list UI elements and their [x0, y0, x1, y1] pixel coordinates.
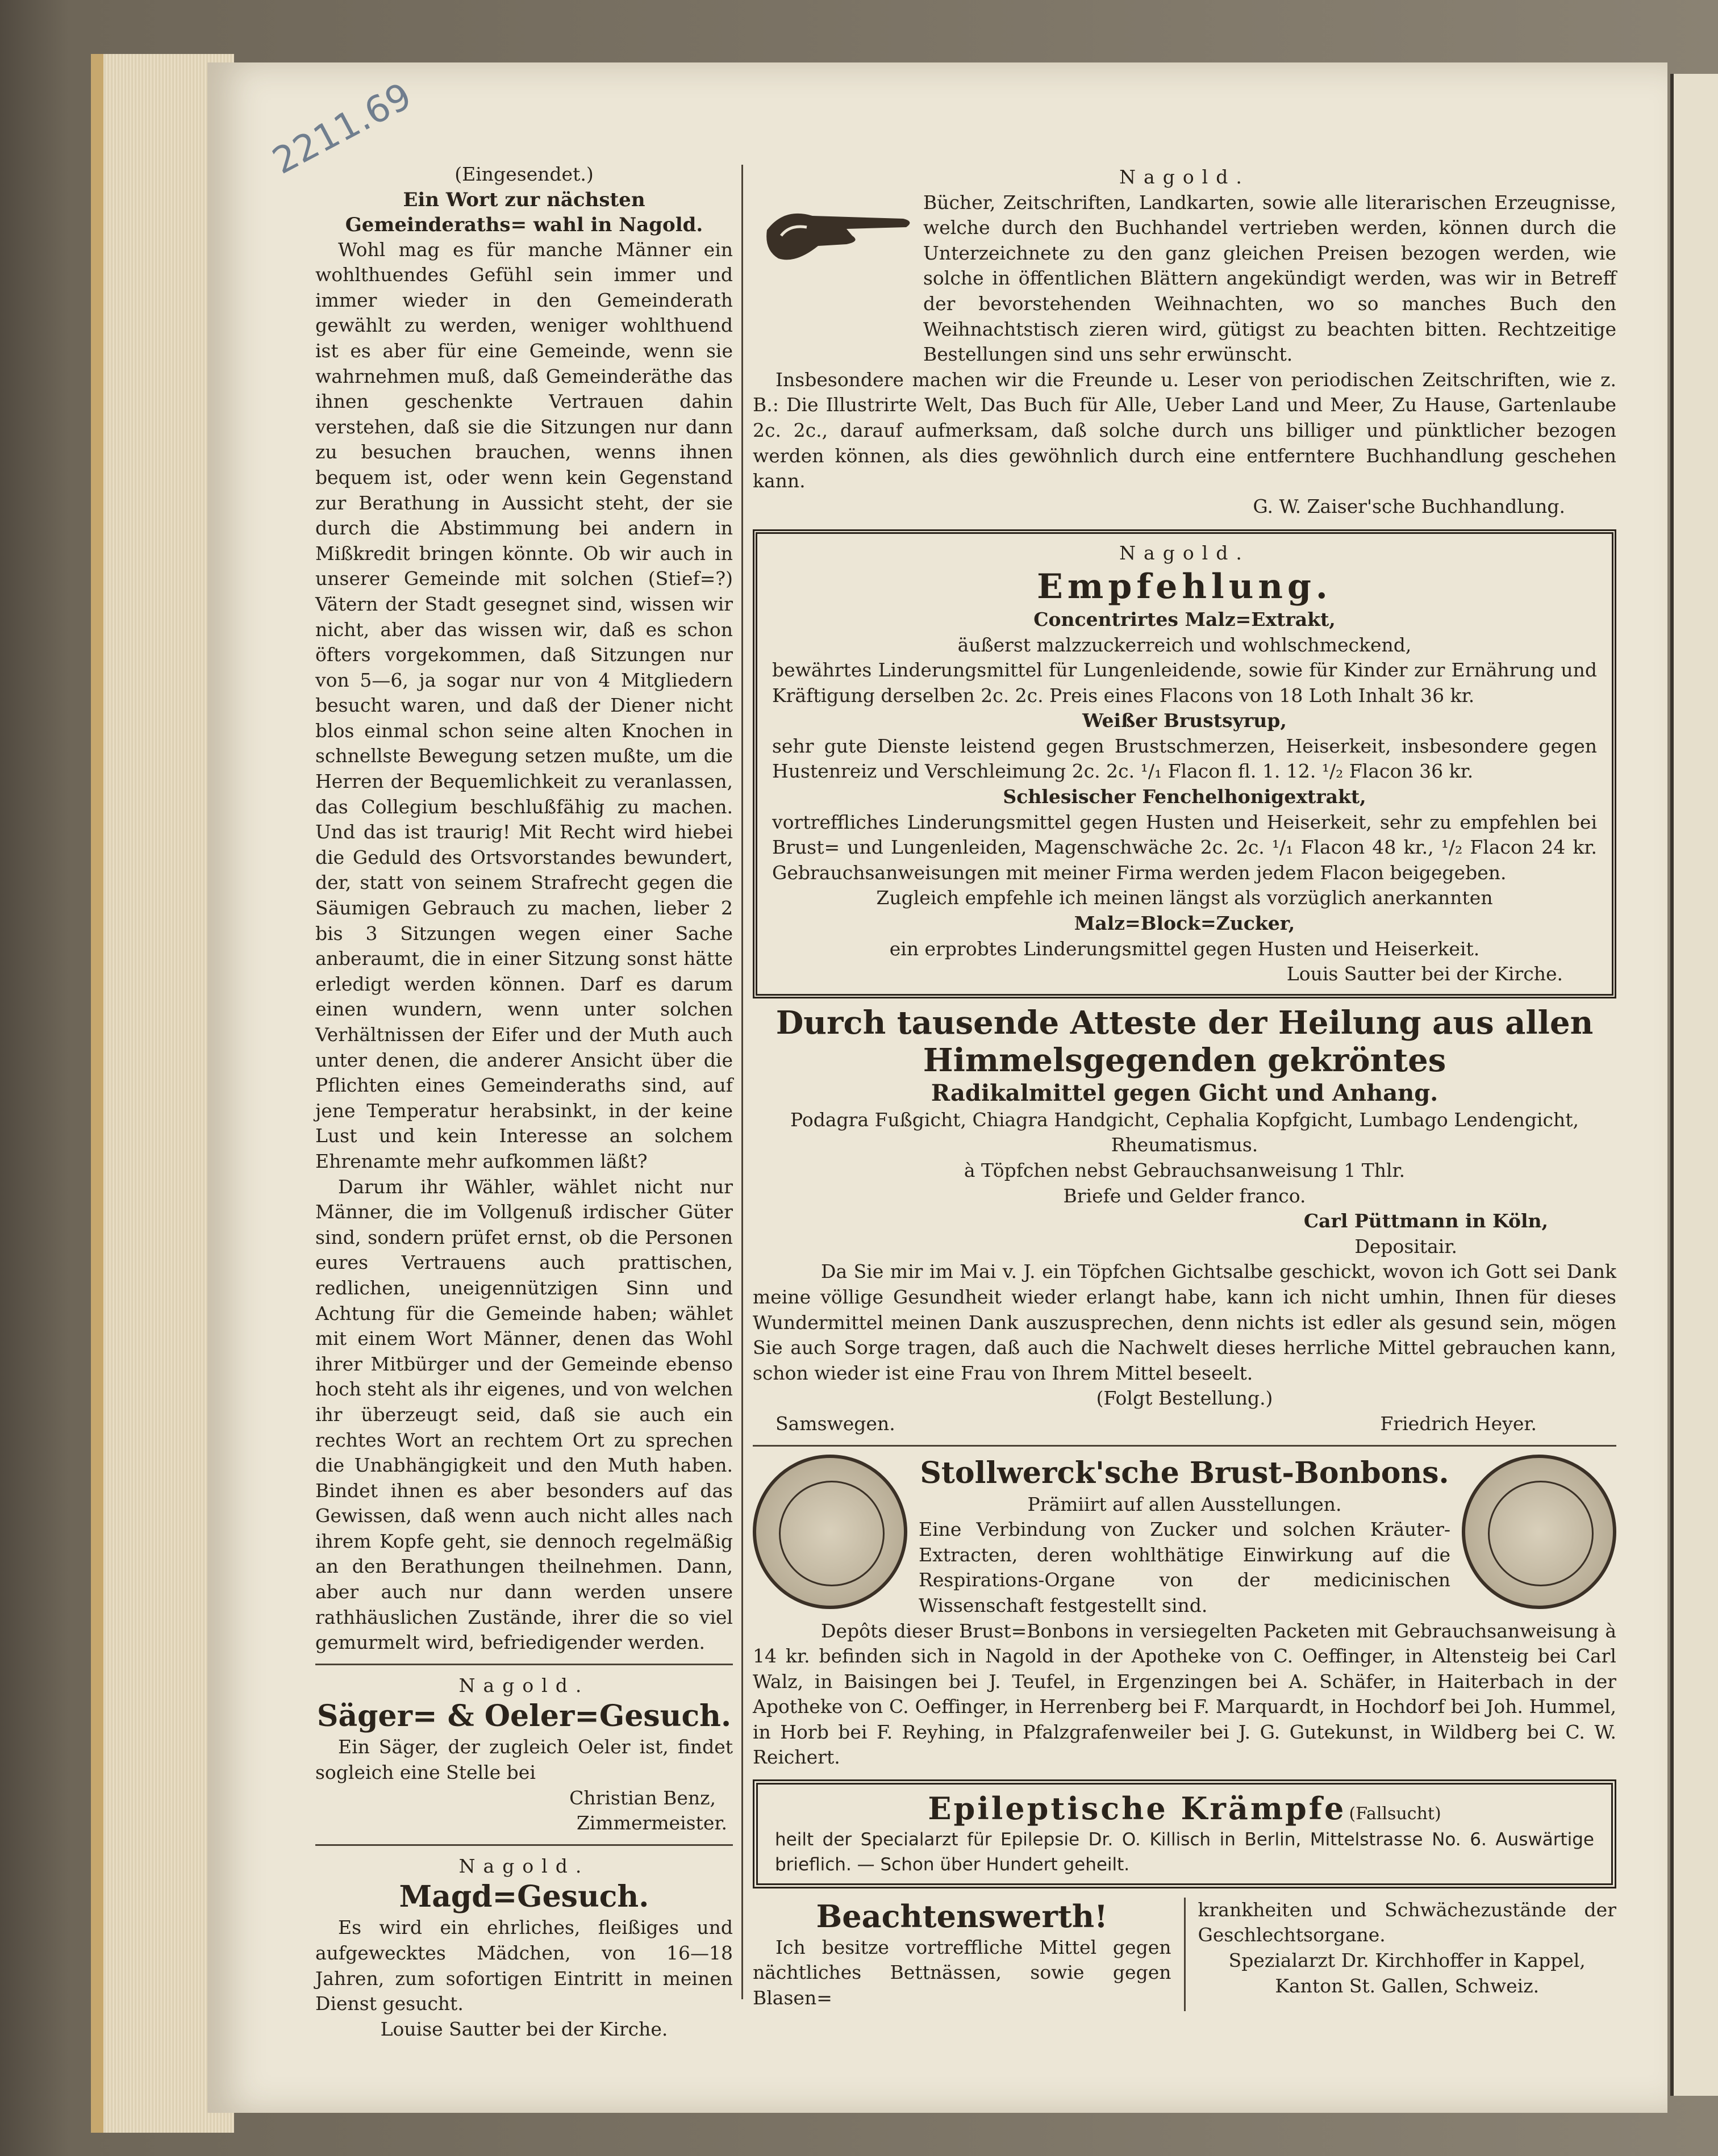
gicht-footer — [753, 1411, 1616, 1437]
article-paragraph-1: Wohl mag es für manche Männer ein wohlthuendes Gefühl sein immer und immer wieder in den Gemeinderath gewählt zu werden, weniger wohlthuend ist es aber für eine Gemeinde, wenn sie wahrnehmen muß, daß Gemeinderäthe das ihnen geschenkte Vertrauen dahin verstehen, daß sie die Sitzungen nur dann zu besuchen brauchen, wenns ihnen bequem ist, oder wenn kein Gegenstand zur Berathung in Aussicht steht, der sie durch die Abstimmung bei andern in Mißkredit bringen könnte. Ob wir auch in unserer Gemeinde mit solchen (Stief=?) Vätern der Stadt gesegnet sind, wissen wir nicht, aber das wissen wir, daß es schon öfters vorgekommen, daß Sitzungen nur von 5—6, ja sogar nur von 4 Mitgliedern besucht waren, und daß der Diener nicht blos einmal schon seine alten Knochen in schnellste Bewegung setzen mußte, um die Herren der Bequemlichkeit zu veranlassen, das Collegium beschlußfähig zu machen. Und das ist traurig! Mit Recht wird hiebei die Geduld des Ortsvorstandes bewundert, der, statt von seinem Strafrecht gegen die Säumigen Gebrauch zu machen, lieber 2 bis 3 Sitzungen wegen einer Sache anberaumt, die in einer Sitzung sonst hätte erledigt werden können. Darf es darum einen wundern, wenn unter solchen Verhältnissen der Eifer und der Muth auch unter denen, die anderer Ansicht über die Pflichten eines Gemeinderaths sind, auf jene Temperatur herabsinkt, in der keine Lust und kein Interesse an solchem Ehrenamte mehr aufkommen läßt? — [315, 238, 733, 1172]
magd-title: Magd=Gesuch. — [399, 1879, 649, 1915]
divider — [753, 1445, 1616, 1447]
empfehlung-item-2-desc: sehr gute Dienste leistend gegen Brustschmerzen, Heiserkeit, insbesondere gegen Hustenreiz und Verschleimung 2c. 2c. ¹/₁ Flacon fl. 1. 12. ¹/₂ Flacon 36 kr. — [772, 734, 1597, 783]
empfehlung-item-4-intro: Zugleich empfehle ich meinen längst als vorzüglich anerkannten — [876, 887, 1493, 909]
epilepsie-box — [753, 1779, 1616, 1888]
divider — [315, 1664, 733, 1665]
empfehlung-title: Empfehlung. — [1037, 566, 1332, 607]
buch-place: Nagold. — [1119, 166, 1250, 188]
buch-signature: G. W. Zaiser'sche Buchhandlung. — [1253, 495, 1565, 517]
stollwerck-ad — [753, 1455, 1616, 1619]
saeger-title: Säger= & Oeler=Gesuch. — [316, 1699, 732, 1734]
epilepsie-title: Epileptische Krämpfe — [928, 1790, 1346, 1827]
epilepsie-text: heilt der Specialarzt für Epilepsie Dr. O. Killisch in Berlin, Mittelstrasse No. 6. Auswärtige brieflich. — Schon über Hundert geheilt. — [775, 1829, 1594, 1875]
saeger-signature: Christian Benz, — [569, 1786, 716, 1809]
column-divider — [1184, 1898, 1186, 2011]
empfehlung-item-2-title: Weißer Brustsyrup, — [1082, 709, 1287, 732]
empfehlung-item-3-title: Schlesischer Fenchelhonigextrakt, — [1003, 785, 1366, 808]
gicht-signature: Friedrich Heyer. — [1380, 1412, 1537, 1435]
empfehlung-item-1-desc: bewährtes Linderungsmittel für Lungenleidende, sowie für Kinder zur Ernährung und Kräftigung derselben 2c. 2c. Preis eines Flacons von 18 Loth Inhalt 36 kr. — [772, 659, 1597, 707]
stollwerck-desc: Eine Verbindung von Zucker und solchen Kräuter-Extracten, deren wohlthätige Einwirkung auf die Respirations-Organe von der medicinischen Wissenschaft festgestellt sind. — [919, 1518, 1450, 1616]
adjacent-page-edge — [1670, 74, 1718, 2096]
stollwerck-depots: Depôts dieser Brust=Bonbons in versiegelten Packeten mit Gebrauchsanweisung à 14 kr. befinden sich in Nagold in der Apotheke von C. Oeffinger, in Altensteig bei Carl Walz, in Baisingen bei J. Teufel, in Ergenzingen bei A. Schäfer, in Haiterbach in der Apotheke von C. Oeffinger, in Herrenberg bei F. Marquardt, in Hochdorf bei Joh. Hummel, in Horb bei F. Reyhing, in Pfalzgrafenweiler bei J. G. Gutekunst, in Wildberg bei C. W. Reichert. — [753, 1619, 1616, 1769]
napoleon-medal-icon — [1462, 1455, 1616, 1609]
pencil-margin-note: 2211.69 — [266, 75, 419, 183]
empfehlung-item-1-text: äußerst malzzuckerreich und wohlschmeckend, — [957, 633, 1412, 656]
column-divider — [741, 165, 743, 1999]
stollwerck-awarded: Prämiirt auf allen Ausstellungen. — [1027, 1493, 1342, 1515]
article-paragraph-2: Darum ihr Wähler, wählet nicht nur Männer, die im Vollgenuß irdischer Güter sind, sondern prüfet ernst, ob die Personen eures Vertrauens auch prattischen, redlichen, uneigennützigen Sinn und Achtung für die Gemeinde haben; wählet mit einem Wort Männer, denen das Wohl ihrer Mitbürger und der Gemeinde ebenso hoch steht als ihr eigenes, und von welchen ihr überzeugt seid, daß sie auch ein rechtes Wort an rechtem Ort zu sprechen die Unabhängigkeit und den Muth haben. Bindet ihnen es aber besonders auf das Gewissen, daß wenn auch nicht alles nach ihrem Kopfe geht, sie dennoch regelmäßig an den Berathungen theilnehmen. Dann, aber auch nur dann werden unsere rathhäuslichen Zustände, ihrer die so viel gemurmelt wird, befriedigender werden. — [315, 1175, 733, 1654]
beachtenswerth-text-left: Ich besitze vortreffliche Mittel gegen nächtliches Bettnässen, sowie gegen Blasen= — [753, 1936, 1171, 2009]
empfehlung-item-3-desc: vortreffliches Linderungsmittel gegen Husten und Heiserkeit, sehr zu empfehlen bei Brust= und Lungenleiden, Magenschwäche 2c. 2c. ¹/₁ Flacon 48 kr., ¹/₂ Flacon 24 kr. Gebrauchsanweisungen mit meiner Firma werden jedem Flacon beigegeben. — [772, 810, 1597, 884]
gicht-place: Samswegen. — [775, 1412, 895, 1435]
empfehlung-signature: Louis Sautter bei der Kirche. — [1286, 963, 1563, 985]
empfehlung-place: Nagold. — [1119, 542, 1250, 565]
article-title: Ein Wort zur nächsten Gemeinderaths= wahl in Nagold. — [345, 188, 703, 236]
gicht-diseases: Podagra Fußgicht, Chiagra Handgicht, Cephalia Kopfgicht, Lumbago Lendengicht, Rheumatismus. — [790, 1108, 1579, 1156]
magd-signature: Louise Sautter bei der Kirche. — [380, 2017, 668, 2040]
article-byline: (Eingesendet.) — [454, 163, 594, 185]
buch-text-2: Insbesondere machen wir die Freunde u. Leser von periodischen Zeitschriften, wie z. B.: Die Illustrirte Welt, Das Buch für Alle, Ueber Land und Meer, Zu Hause, Gartenlaube 2c. 2c., darauf aufmerksam, daß solche durch uns billiger und pünktlicher bezogen werden können, als dies gewöhnlich durch eine entferntere Buchhandlung geschehen kann. — [753, 368, 1616, 492]
gicht-letter: Da Sie mir im Mai v. J. ein Töpfchen Gichtsalbe geschickt, wovon ich Gott sei Dank meine völlige Gesundheit wieder erlangt habe, kann ich nicht umhin, Ihnen für dieses Wundermittel meinen Dank auszusprechen, denn nichts ist edler als gesund sein, mögen Sie auch Sorge tragen, daß auch die Nachwelt dieses herrliche Mittel gebrauchen kann, schon wieder ist eine Frau von Ihrem Mittel beseelt. — [753, 1260, 1616, 1384]
empfehlung-box — [753, 529, 1616, 998]
exposition-medal-icon — [753, 1455, 907, 1609]
gicht-dealer-role: Depositair. — [1354, 1235, 1457, 1257]
divider — [315, 1844, 733, 1846]
left-column — [315, 162, 733, 2042]
beachtenswerth-signature: Spezialarzt Dr. Kirchhoffer in Kappel, Kanton St. Gallen, Schweiz. — [1228, 1949, 1586, 1997]
epilepsie-title-suffix: (Fallsucht) — [1349, 1804, 1441, 1824]
saeger-signature-role: Zimmermeister. — [576, 1812, 727, 1835]
beachtenswerth-text-right: krankheiten und Schwächezustände der Geschlechtsorgane. — [1198, 1898, 1616, 1946]
gicht-title-1: Durch tausende Atteste der Heilung aus allen — [775, 1004, 1594, 1042]
buch-text-1: Bücher, Zeitschriften, Landkarten, sowie alle literarischen Erzeugnisse, welche durch den Buchhandel vertrieben werden, können durch die Unterzeichnete zu den ganz gleichen Preisen bezogen werden, wie solche in öffentlichen Blättern angekündigt werden, was wir in Betreff der bevorstehenden Weihnachten, wo so manches Buch den Weihnachtstisch zieren wird, gütigst zu beachten bitten. Rechtzeitige Bestellungen sind uns sehr erwünscht. — [923, 191, 1616, 366]
gicht-subtitle: Radikalmittel gegen Gicht und Anhang. — [931, 1079, 1438, 1106]
magd-text: Es wird ein ehrliches, fleißiges und aufgewecktes Mädchen, von 16—18 Jahren, zum sofortigen Eintritt in meinen Dienst gesucht. — [315, 1916, 733, 2015]
stollwerck-title: Stollwerck'sche Brust-Bonbons. — [920, 1455, 1449, 1490]
empfehlung-item-4-title: Malz=Block=Zucker, — [1074, 912, 1295, 935]
empfehlung-item-4-desc: ein erprobtes Linderungsmittel gegen Husten und Heiserkeit. — [889, 937, 1480, 960]
beachtenswerth-title: Beachtenswerth! — [816, 1898, 1108, 1934]
saeger-place: Nagold. — [458, 1674, 590, 1697]
gicht-franco: Briefe und Gelder franco. — [1063, 1184, 1306, 1207]
gicht-price: à Töpfchen nebst Gebrauchsanweisung 1 Thlr. — [964, 1159, 1406, 1181]
gicht-follow: (Folgt Bestellung.) — [1096, 1387, 1273, 1410]
gicht-title-2: Himmelsgegenden gekröntes — [923, 1041, 1446, 1079]
magd-place: Nagold. — [458, 1854, 590, 1877]
empfehlung-item-1-title: Concentrirtes Malz=Extrakt, — [1033, 608, 1336, 630]
right-column — [753, 165, 1616, 2011]
beachtenswerth-ad — [753, 1898, 1616, 2011]
saeger-text: Ein Säger, der zugleich Oeler ist, findet sogleich eine Stelle bei — [315, 1736, 733, 1784]
gicht-dealer: Carl Püttmann in Köln, — [1303, 1210, 1548, 1232]
